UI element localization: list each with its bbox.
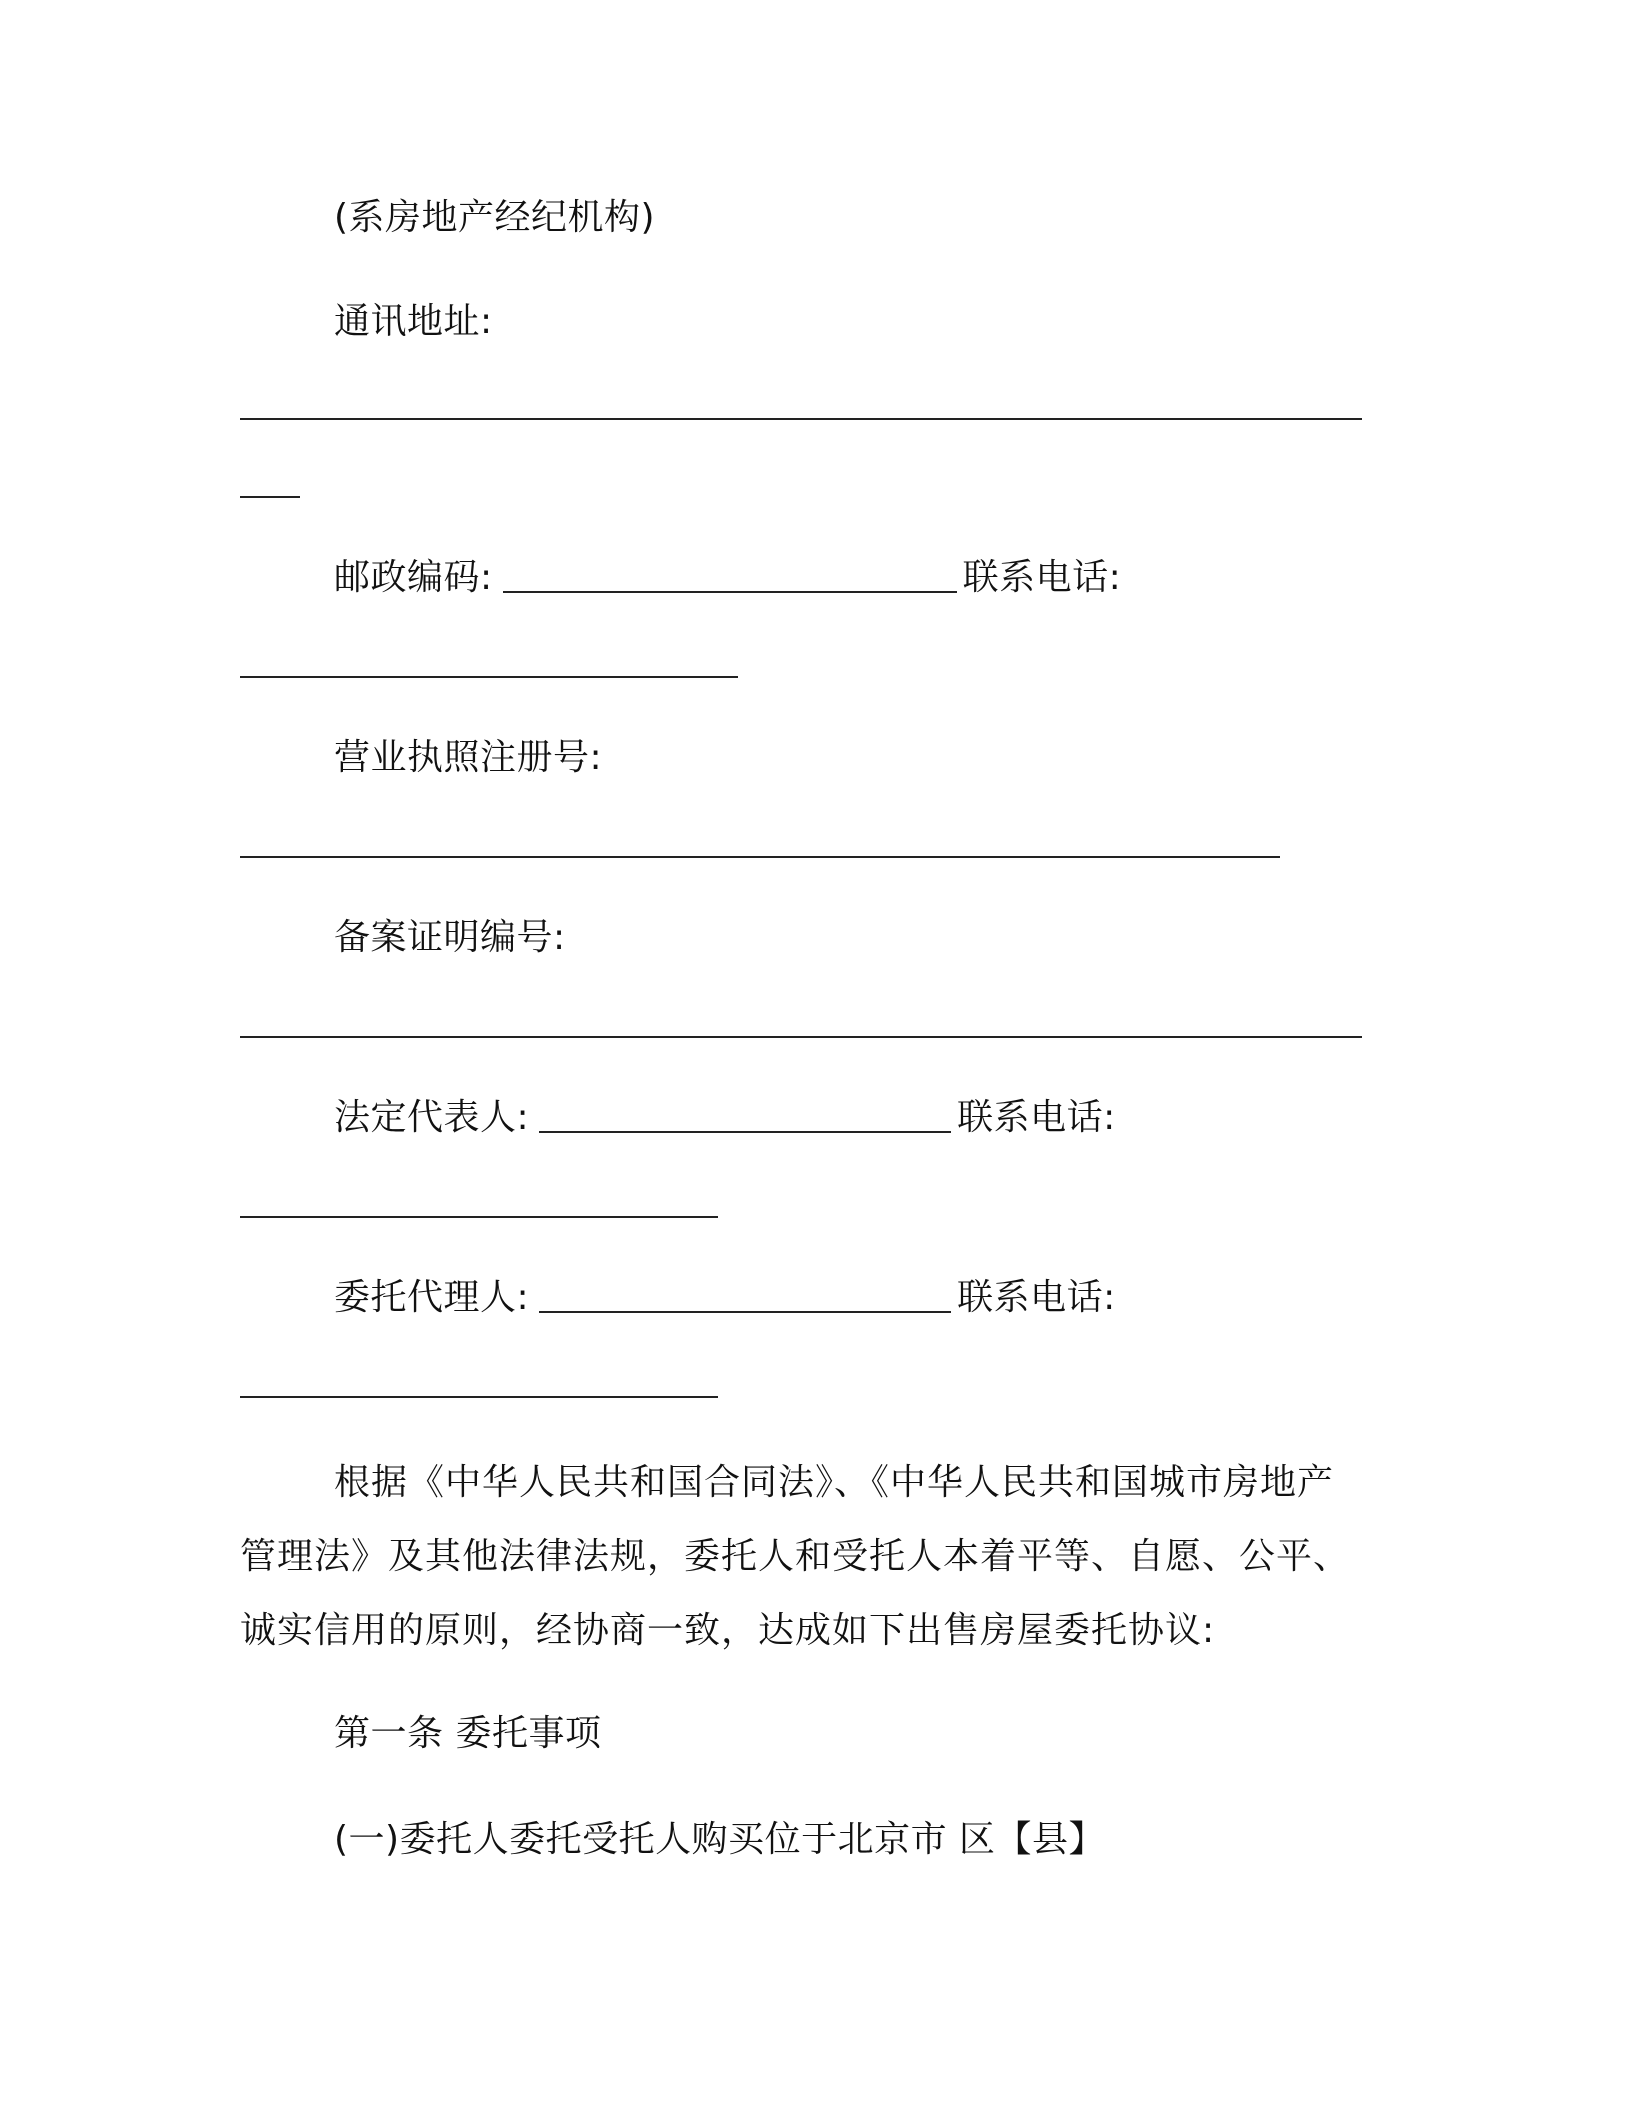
postal-code-blank[interactable] <box>503 591 957 593</box>
phone-label-2: 联系电话: <box>957 1097 1116 1138</box>
phone-label-3: 联系电话: <box>957 1277 1116 1318</box>
legal-rep-blank[interactable] <box>539 1131 951 1133</box>
agent-rep-blank[interactable] <box>539 1311 951 1313</box>
phone-blank-3[interactable] <box>240 1396 718 1398</box>
legal-rep-row <box>334 1096 1116 1140</box>
license-blank[interactable] <box>240 856 1280 858</box>
filing-blank[interactable] <box>240 1036 1362 1038</box>
phone-label-1: 联系电话: <box>962 557 1122 598</box>
phone-blank-2[interactable] <box>240 1216 718 1218</box>
agent-type-note: (系房地产经纪机构) <box>334 197 656 238</box>
postal-phone-row <box>334 556 1121 600</box>
article1-item1: (一)委托人委托受托人购买位于北京市 区【县】 <box>334 1819 1106 1860</box>
address-blank-line-2[interactable] <box>240 496 300 498</box>
agent-rep-row <box>334 1276 1116 1320</box>
legal-rep-label: 法定代表人: <box>334 1097 530 1138</box>
phone-blank-1[interactable] <box>240 676 738 678</box>
address-blank-line-1[interactable] <box>240 418 1362 420</box>
preamble-paragraph: 根据《中华人民共和国合同法》、《中华人民共和国城市房地产管理法》及其他法律法规，委托人和受托人本着平等、自愿、公平、诚实信用的原则，经协商一致，达成如下出售房屋委托协议: <box>240 1462 1351 1651</box>
filing-label: 备案证明编号: <box>334 917 566 958</box>
agent-rep-label: 委托代理人: <box>334 1277 530 1318</box>
address-label: 通讯地址: <box>334 301 493 342</box>
license-label: 营业执照注册号: <box>334 737 603 778</box>
article1-title: 第一条 委托事项 <box>334 1713 602 1754</box>
postal-code-label: 邮政编码: <box>334 557 493 598</box>
